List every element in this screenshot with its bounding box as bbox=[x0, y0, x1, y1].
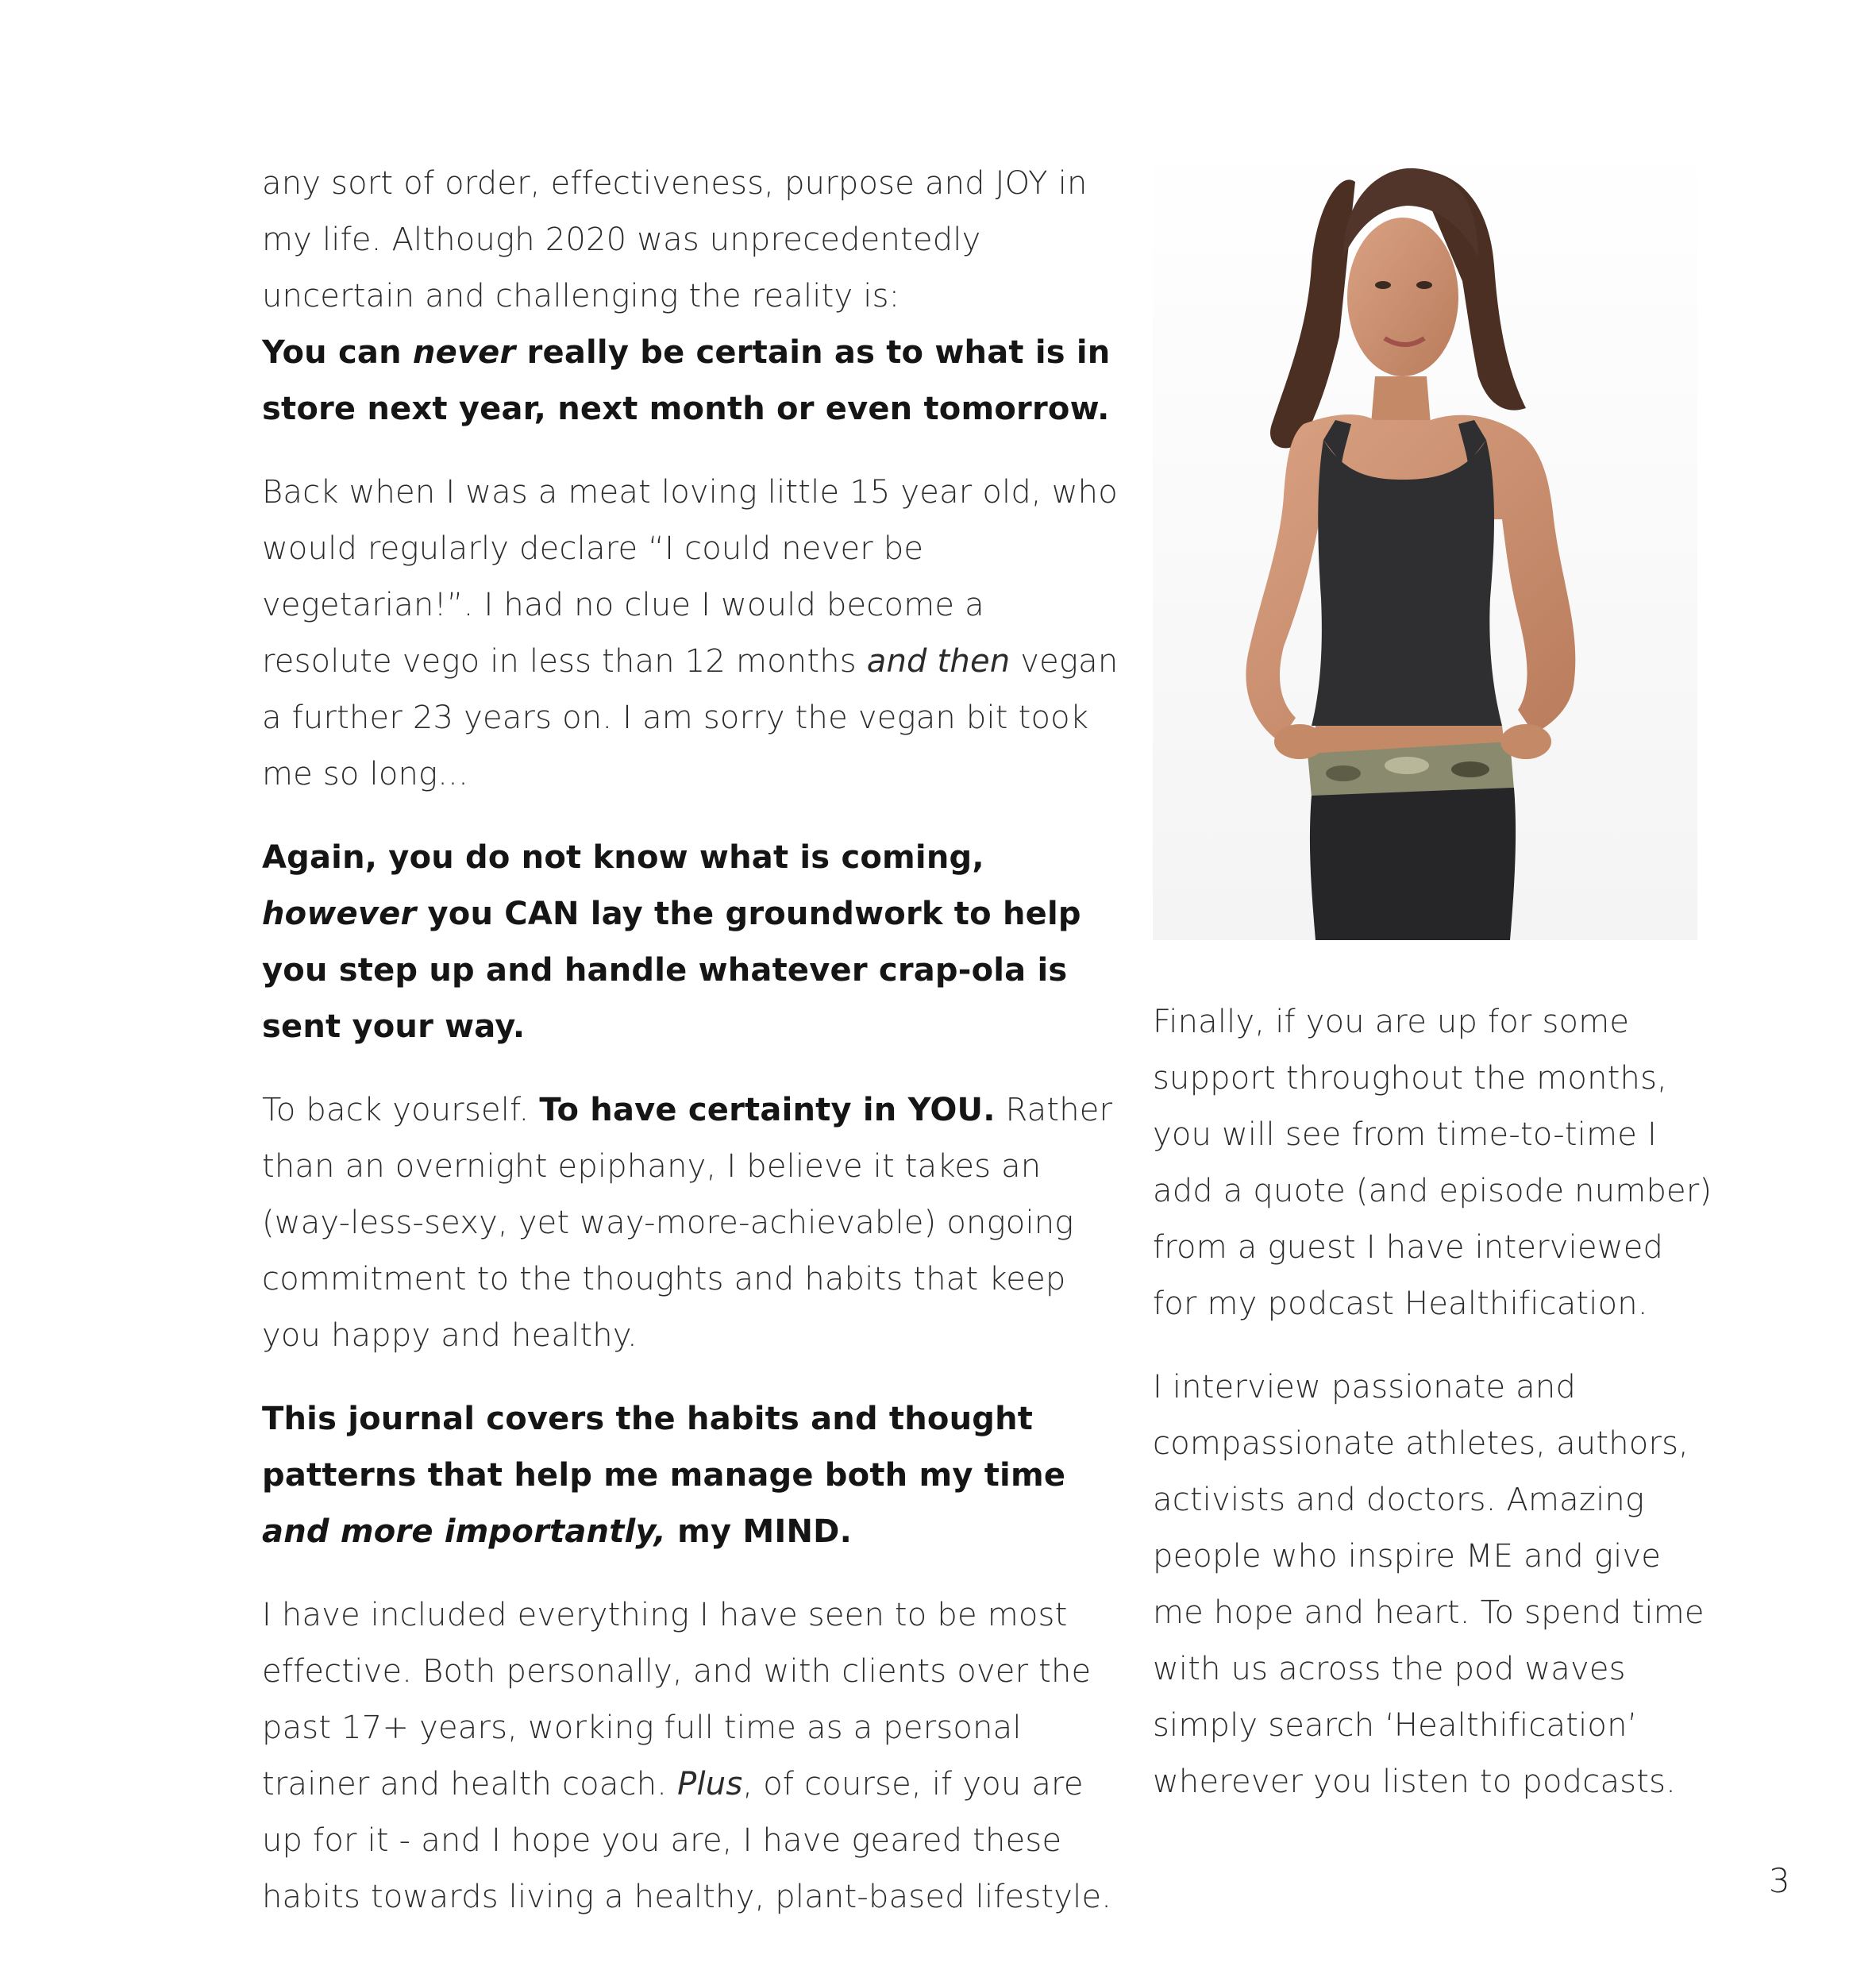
emphasis-part-a: You can bbox=[262, 334, 413, 371]
right-paragraph-2: I interview passionate and compassionate athletes, authors, activists and doctors. Amazing people who inspire ME and give me hope and heart. To spend time with us across the pod waves simply search ‘Healthification’ wherever you listen to podcasts. bbox=[1153, 1369, 1705, 1800]
paragraph-6 bbox=[262, 1587, 1119, 1926]
page-number: 3 bbox=[1769, 1861, 1790, 1900]
emphasis-italic: never bbox=[412, 334, 516, 371]
paragraph-6-italic: Plus bbox=[677, 1766, 743, 1802]
paragraph-5-part-a: This journal covers the habits and thought patterns that help me manage both my time bbox=[262, 1401, 1066, 1494]
woman-portrait-photo bbox=[1153, 138, 1697, 940]
right-paragraph-1: Finally, if you are up for some support throughout the months, you will see from time-to-time I add a quote (and episode number) from a guest I have interviewed for my podcast Healthification. bbox=[1153, 1004, 1712, 1322]
paragraph-3 bbox=[262, 830, 1119, 1055]
paragraph-4 bbox=[262, 1082, 1119, 1364]
paragraph-1-emphasis bbox=[262, 334, 1110, 427]
paragraph-5-part-b: my MIND. bbox=[666, 1513, 852, 1550]
left-text-column bbox=[262, 156, 1119, 1953]
paragraph-4-part-b: Rather than an overnight epiphany, I believe it takes an (way-less-sexy, yet way-more-achievable) ongoing commitment to the thoughts and habits that keep you happy and healthy. bbox=[262, 1092, 1113, 1354]
paragraph-4-part-a: To back yourself. bbox=[262, 1092, 540, 1128]
paragraph-6-part-b: , of course, if you are up for it - and I hope you are, I have geared these habits towards living a healthy, plant-based lifestyle. bbox=[262, 1766, 1112, 1915]
portrait-illustration bbox=[1153, 138, 1697, 940]
paragraph-3-part-a: Again, you do not know what is coming, bbox=[262, 839, 984, 876]
paragraph-1-text: any sort of order, effectiveness, purpose and JOY in my life. Although 2020 was unprecedentedly uncertain and challenging the reality is: bbox=[262, 165, 1088, 314]
paragraph-2 bbox=[262, 465, 1119, 803]
paragraph-5 bbox=[262, 1391, 1119, 1560]
emphasis-part-b: really be certain as to what is in store next year, next month or even tomorrow. bbox=[262, 334, 1111, 427]
paragraph-2-italic: and then bbox=[866, 643, 1011, 680]
paragraph-3-part-b: you CAN lay the groundwork to help you step up and handle whatever crap-ola is sent your way. bbox=[262, 896, 1081, 1045]
paragraph-4-bold: To have certainty in YOU. bbox=[539, 1092, 996, 1128]
paragraph-3-italic: however bbox=[262, 896, 417, 932]
paragraph-5-italic: and more importantly, bbox=[262, 1513, 666, 1550]
paragraph-2-part-a: Back when I was a meat loving little 15 year old, who would regularly declare “I could never be vegetarian!”. I had no clue I would become a resolute vego in less than 12 months bbox=[262, 474, 1118, 680]
right-text-column bbox=[1153, 994, 1716, 1837]
paragraph-6-part-a: I have included everything I have seen to be most effective. Both personally, and with clients over the past 17+ years, working full time as a personal trainer and health coach. bbox=[262, 1597, 1092, 1802]
paragraph-1 bbox=[262, 156, 1119, 438]
paragraph-2-part-b: vegan a further 23 years on. I am sorry the vegan bit took me so long... bbox=[262, 643, 1119, 792]
